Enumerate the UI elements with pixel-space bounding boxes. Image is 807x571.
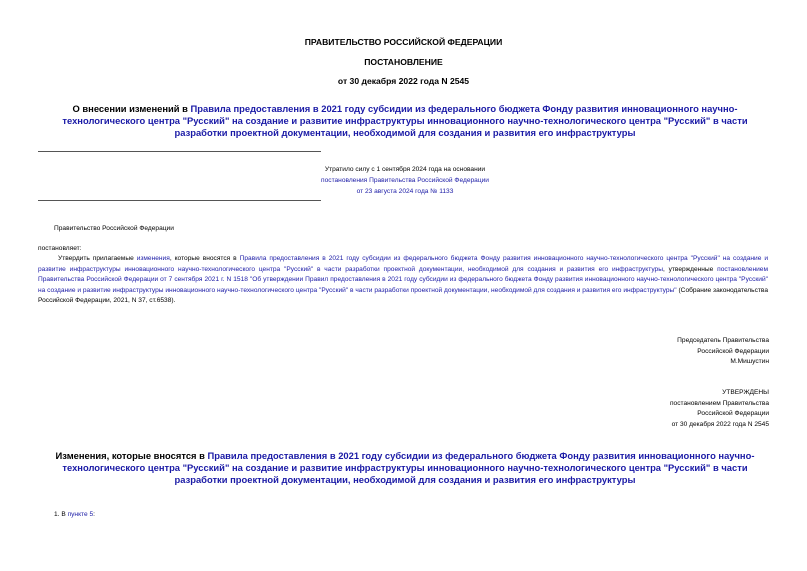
document-title bbox=[40, 103, 770, 139]
signature-line1: Председатель Правительства bbox=[677, 337, 769, 344]
item-1-prefix: 1. В bbox=[54, 511, 68, 518]
approved-title: УТВЕРЖДЕНЫ bbox=[722, 389, 769, 396]
p1-text-b: , которые вносятся в bbox=[169, 255, 240, 262]
approved-line1: постановлением Правительства bbox=[669, 399, 769, 407]
government-name: Правительство Российской Федерации bbox=[54, 225, 174, 232]
p1-text-c: , утвержденные bbox=[662, 265, 718, 273]
signature-name: М.Мишустин bbox=[730, 358, 769, 365]
divider-bottom bbox=[38, 200, 321, 201]
resolves-text: постановляет: bbox=[38, 245, 82, 252]
approved-line2: Российской Федерации bbox=[697, 410, 769, 417]
paragraph-1 bbox=[38, 254, 768, 307]
changes-link[interactable]: изменения bbox=[136, 255, 170, 262]
title-prefix: О внесении изменений в bbox=[72, 103, 191, 114]
title-rules-link[interactable]: Правила предоставления в 2021 году субсидии из федерального бюджета Фонду развития инновационного научно-технологического центра "Русский" на создание и развитие инфраструктуры инновационного научно-технологического центра "Русский" в части разработки проектной документации, необходимой для создания и развития его инфраструктуры bbox=[62, 103, 748, 138]
changes-title-prefix: Изменения, которые вносятся в bbox=[55, 450, 208, 461]
p1-text-a: Утвердить прилагаемые bbox=[58, 255, 137, 262]
government-heading: ПРАВИТЕЛЬСТВО РОССИЙСКОЙ ФЕДЕРАЦИИ bbox=[304, 37, 503, 47]
approved-block bbox=[670, 388, 769, 430]
repeal-note-link-date[interactable]: от 23 августа 2024 года № 1133 bbox=[356, 188, 454, 195]
signature-block bbox=[677, 336, 769, 368]
item-1-suffix: : bbox=[93, 511, 95, 518]
resolution-1518-link[interactable]: постановлением Правительства Российской Федерации от 7 сентября 2021 г. N 1518 "Об утверждении Правил предоставления в 2021 году субсидии из федерального бюджета Фонду развития инновационного научно-технологического центра "Русский" на создание и развитие инфраструктуры инновационного научно-технологического центра "Русский" в части разработки проектной документации, необходимой для создания и развития его инфраструктуры" bbox=[38, 265, 768, 294]
item-1-link[interactable]: пункте 5 bbox=[67, 511, 94, 518]
repeal-note-link[interactable]: постановления Правительства Российской Федерации bbox=[321, 177, 489, 184]
item-1 bbox=[54, 510, 95, 521]
signature-line2: Российской Федерации bbox=[697, 347, 769, 355]
doc-type-heading: ПОСТАНОВЛЕНИЕ bbox=[364, 57, 443, 67]
rules-link[interactable]: Правила предоставления в 2021 году субсидии из федерального бюджета Фонду развития инновационного научно-технологического центра "Русский" на создание и развитие инфраструктуры инновационного научно-технологического центра "Русский" в части разработки проектной документации, необходимой для создания и развития его инфраструктуры bbox=[38, 255, 768, 273]
divider-top bbox=[38, 151, 321, 152]
changes-title bbox=[40, 450, 770, 486]
repeal-note-line1: Утратило силу с 1 сентября 2024 года на основании bbox=[324, 166, 486, 173]
p1-text-d: (Собрание законодательства Российской Федерации, 2021, N 37, ст.6538). bbox=[38, 286, 768, 304]
changes-title-rules-link[interactable]: Правила предоставления в 2021 году субсидии из федерального бюджета Фонду развития инновационного научно-технологического центра "Русский" на создание и развитие инфраструктуры инновационного научно-технологического центра "Русский" в части разработки проектной документации, необходимой для создания и развития его инфраструктуры bbox=[62, 450, 755, 485]
date-number: от 30 декабря 2022 года N 2545 bbox=[337, 76, 470, 86]
repeal-note bbox=[290, 164, 520, 197]
approved-line3: от 30 декабря 2022 года N 2545 bbox=[671, 420, 769, 428]
